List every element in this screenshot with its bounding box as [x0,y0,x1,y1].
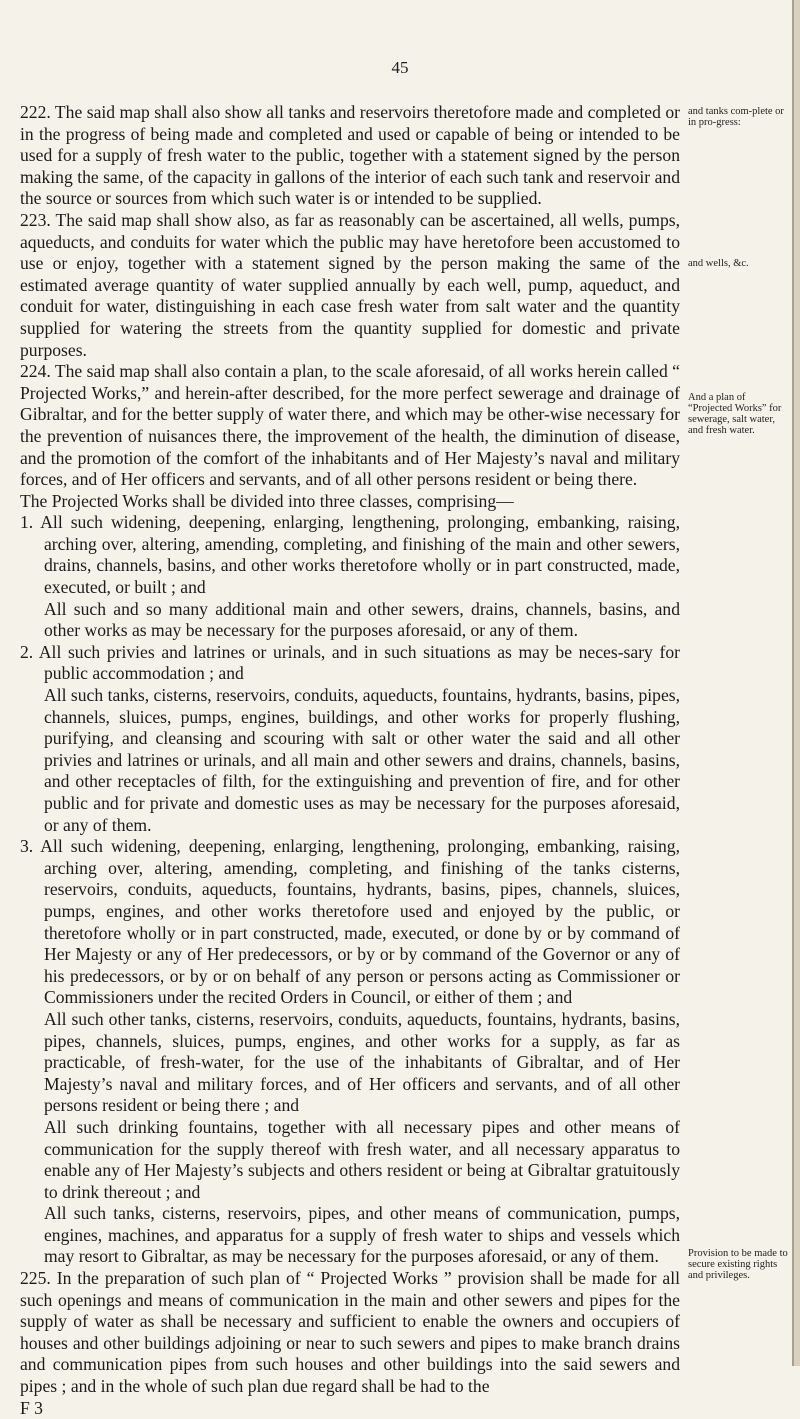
section-224: 224. The said map shall also contain a plan, to the scale aforesaid, of all works herein called “ Projected Works,” and herein-after described, for the more perfect sewerage and drainage of Gibraltar, and for the better supply of water there, and which may be other-wise necessary for the prevention of nuisances there, the improvement of the health, the diminution of disease, and the promotion of the comfort of the inhabitants and of Her Majesty’s naval and military forces, and of Her officers and servants, and of all other persons resident or being there. [20,361,680,490]
class-2: 2. All such privies and latrines or urinals, and in such situations as may be neces-sary for public accommodation ; and [20,641,680,684]
class-1: 1. All such widening, deepening, enlarging, lengthening, prolonging, embanking, raising, arching over, altering, amending, completing, and finishing of the main and other sewers, drains, channels, basins, and other works theretofore wholly or in part constructed, made, executed, or built ; and [20,512,680,598]
class-3-other-tanks: All such other tanks, cisterns, reservoirs, conduits, aqueducts, fountains, hydrants, basins, pipes, channels, sluices, pumps, engines, and other works for a supply, as far as practicable, of fresh-water, for the use of the inhabitants of Gibraltar, and of Her Majesty’s naval and military forces, and of Her officers and servants, and of all other persons resident or being there ; and [44,1008,680,1116]
page-edge-shadow [794,0,800,1366]
class-1-additional: All such and so many additional main and other sewers, drains, channels, basins, and other works as may be necessary for the purposes aforesaid, or any of them. [44,598,680,641]
section-225: 225. In the preparation of such plan of “ Projected Works ” provision shall be made for all such openings and means of communication in the main and other sewers and pipes for the supply of water as shall be necessary and sufficient to enable the owners and occupiers of houses and other buildings adjoining or near to such sewers and pipes to make branch drains and communication pipes from such houses and other buildings into the said sewers and pipes ; and in the whole of such plan due regard shall be had to the [20,1268,680,1397]
class-3-ship-supply: All such tanks, cisterns, reservoirs, pipes, and other means of communication, pumps, engines, machines, and apparatus for a supply of fresh water to ships and vessels which may resort to Gibraltar, as may be necessary for the purposes aforesaid, or any of them. [44,1203,680,1267]
class-3-drinking-fountains: All such drinking fountains, together with all necessary pipes and other means of communication for the supply thereof with fresh water, and all necessary apparatus to enable any of Her Majesty’s subjects and others resident or being at Gibraltar gratuitously to drink thereout ; and [44,1116,680,1202]
margin-note-wells: and wells, &c. [688,258,749,269]
page-number: 45 [391,58,409,77]
margin-note-projected-works: And a plan of “Projected Works” for sewerage, salt water, and fresh water. [688,392,782,436]
margin-note-tanks: and tanks com-plete or in pro-gress: [688,106,784,128]
margin-note-existing-rights: Provision to be made to secure existing rights and privileges. [688,1248,788,1281]
page-signature: F 3 [20,1397,43,1418]
classes-intro: The Projected Works shall be divided into three classes, comprising— [20,490,514,511]
section-222: 222. The said map shall also show all tanks and reservoirs theretofore made and completed or in the progress of being made and completed and used or capable of being or intended to be used for a supply of fresh water to the public, together with a statement signed by the person making the same, of the capacity in gallons of the interior of each such tank and reservoir and the source or sources from which such water is or intended to be supplied. [20,102,680,209]
section-223: 223. The said map shall show also, as far as reasonably can be ascertained, all wells, pumps, aqueducts, and conduits for water which the public may have heretofore been accustomed to use or enjoy, together with a statement signed by the person making the same of the estimated average quantity of water supplied annually by each well, pump, aqueduct, and conduit for water, distinguishing in each case fresh water from salt water and the quantity supplied for watering the streets from the quantity supplied for domestic and private purposes. [20,209,680,360]
class-2-additional: All such tanks, cisterns, reservoirs, conduits, aqueducts, fountains, hydrants, basins, pipes, channels, sluices, pumps, engines, buildings, and other works for properly flushing, purifying, and cleansing and scouring with salt or other water the said and all other privies and latrines or urinals, and all main and other sewers and drains, channels, basins, and other receptacles of filth, for the extinguishing and prevention of fire, and for other public and for private and domestic uses as may be necessary for the purposes aforesaid, or any of them. [44,685,680,835]
main-text-column [20,102,680,1419]
class-3: 3. All such widening, deepening, enlarging, lengthening, prolonging, embanking, raising, arching over, altering, amending, completing, and finishing of the tanks cisterns, reservoirs, conduits, aqueducts, fountains, hydrants, basins, pipes, channels, sluices, pumps, engines, and other works theretofore used and enjoyed by the public, or theretofore wholly or in part constructed, made, executed, or done by or by command of Her Majesty or any of Her predecessors, or by or by command of the Governor or any of his predecessors, or by or on behalf of any person or persons acting as Commissioner or Commissioners under the recited Orders in Council, or either of them ; and [20,836,680,1008]
